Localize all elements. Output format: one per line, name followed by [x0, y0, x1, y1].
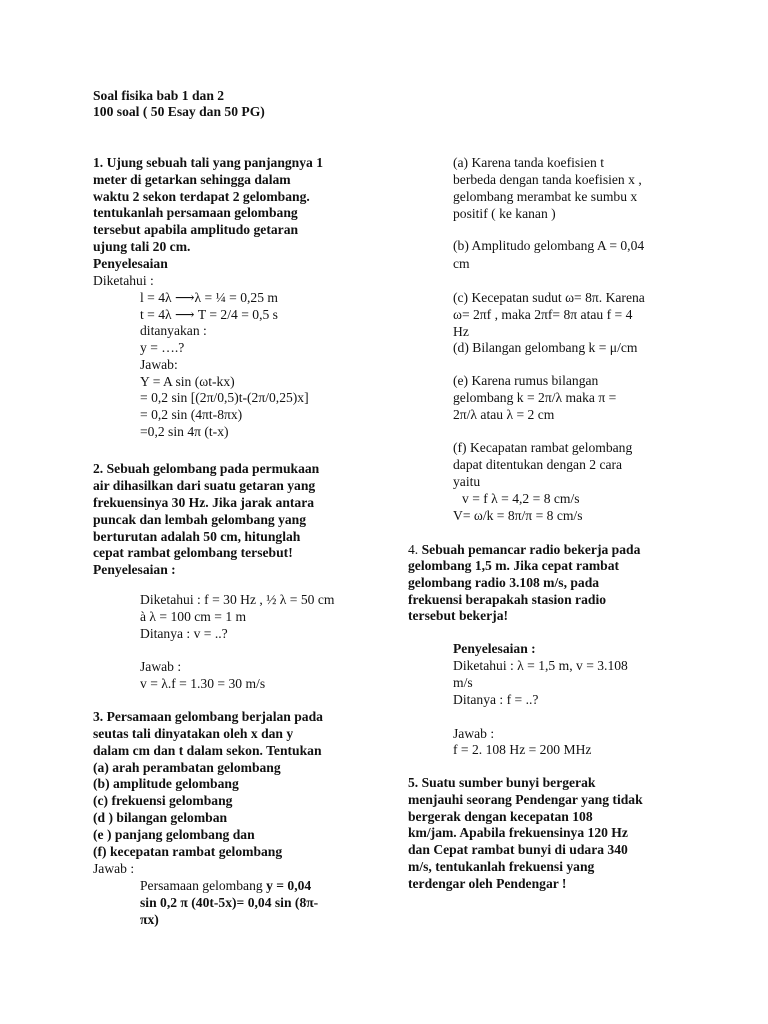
line-text: Diketahui : — [93, 273, 154, 288]
left-line-26 — [140, 609, 246, 626]
right-line-5 — [453, 238, 644, 255]
line-text: Ditanya : f = ..? — [453, 692, 539, 707]
line-text: (d ) bilangan gelomban — [93, 810, 228, 825]
left-line-11 — [140, 323, 207, 340]
line-text: (c) frekuensi gelombang — [93, 793, 233, 808]
left-line-24 — [93, 562, 176, 579]
line-text: Hz — [453, 324, 469, 339]
left-line-6 — [93, 239, 190, 256]
right-line-10 — [453, 340, 637, 357]
left-line-17 — [140, 424, 229, 441]
left-line-12 — [140, 340, 184, 357]
line-text: Jawab : — [140, 659, 182, 674]
line-text: tersebut bekerja! — [408, 608, 509, 623]
line-text: Diketahui : f = 30 Hz , ½ λ = 50 cm — [140, 592, 335, 607]
right-line-19 — [408, 542, 640, 559]
right-line-14 — [453, 440, 632, 457]
line-text: πx) — [140, 912, 159, 927]
left-line-32 — [93, 743, 322, 760]
right-line-15 — [453, 457, 622, 474]
line-text: 4. — [408, 542, 419, 557]
right-line-16 — [453, 474, 480, 491]
right-line-9 — [453, 324, 469, 341]
line-text: Penyelesaian — [93, 256, 168, 271]
right-line-8 — [453, 307, 632, 324]
line-text: Persamaan gelombang — [140, 878, 263, 893]
right-line-17 — [462, 491, 580, 508]
left-line-42 — [140, 912, 159, 929]
right-line-32 — [408, 809, 593, 826]
line-text: air dihasilkan dari suatu getaran yang — [93, 478, 316, 493]
left-line-15 — [140, 390, 309, 407]
line-text: Diketahui : λ = 1,5 m, v = 3.108 — [453, 658, 628, 673]
line-text: terdengar oleh Pendengar ! — [408, 876, 567, 891]
line-text: ditanyakan : — [140, 323, 207, 338]
line-bold-tail: Sebuah pemancar radio bekerja pada — [418, 542, 641, 557]
line-text: ujung tali 20 cm. — [93, 239, 191, 254]
right-line-12 — [453, 390, 616, 407]
line-text: gelombang k = 2π/λ maka π = — [453, 390, 617, 405]
line-text: (b) amplitude gelombang — [93, 776, 239, 791]
line-text: (c) Kecepatan sudut ω= 8π. Karena — [453, 290, 645, 305]
left-line-16 — [140, 407, 242, 424]
right-line-6 — [453, 256, 470, 273]
left-line-2 — [93, 172, 291, 189]
line-text: = 0,2 sin [(2π/0,5)t-(2π/0,25)x] — [140, 390, 309, 405]
line-text: frekuensinya 30 Hz. Jika jarak antara — [93, 495, 315, 510]
left-line-4 — [93, 205, 298, 222]
left-line-9 — [140, 290, 278, 307]
line-text: tersebut apabila amplitudo getaran — [93, 222, 299, 237]
left-line-40 — [140, 878, 311, 895]
line-text: frekuensi berapakah stasion radio — [408, 592, 607, 607]
line-text: positif ( ke kanan ) — [453, 206, 556, 221]
line-text: (d) Bilangan gelombang k = μ/cm — [453, 340, 638, 355]
line-text: 5. Suatu sumber bunyi bergerak — [408, 775, 596, 790]
line-text: (f) Kecapatan rambat gelombang — [453, 440, 633, 455]
line-text: l = 4λ ⟶λ = ¼ = 0,25 m — [140, 290, 278, 305]
line-text: (a) arah perambatan gelombang — [93, 760, 281, 775]
line-text: puncak dan lembah gelombang yang — [93, 512, 307, 527]
right-line-35 — [408, 859, 594, 876]
left-line-20 — [93, 495, 314, 512]
line-text: Penyelesaian : — [93, 562, 176, 577]
left-line-7 — [93, 256, 168, 273]
right-line-33 — [408, 825, 628, 842]
line-text: 2. Sebuah gelombang pada permukaan — [93, 461, 320, 476]
line-text: sin 0,2 π (40t-5x)= 0,04 sin (8π- — [140, 895, 319, 910]
line-text: cepat rambat gelombang tersebut! — [93, 545, 293, 560]
line-text: 1. Ujung sebuah tali yang panjangnya 1 — [93, 155, 324, 170]
left-line-39 — [93, 861, 134, 878]
line-text: v = f λ = 4,2 = 8 cm/s — [462, 491, 580, 506]
right-line-3 — [453, 189, 637, 206]
line-text: à λ = 100 cm = 1 m — [140, 609, 247, 624]
right-line-7 — [453, 290, 645, 307]
right-line-30 — [408, 775, 595, 792]
line-text: gelombang 1,5 m. Jika cepat rambat — [408, 558, 620, 573]
document-subtitle: 100 soal ( 50 Esay dan 50 PG) — [93, 104, 265, 119]
right-line-31 — [408, 792, 643, 809]
line-text: tentukanlah persamaan gelombang — [93, 205, 298, 220]
left-line-14 — [140, 374, 235, 391]
line-text: y = ….? — [140, 340, 185, 355]
line-text: yaitu — [453, 474, 481, 489]
line-text: km/jam. Apabila frekuensinya 120 Hz — [408, 825, 628, 840]
line-text: V= ω/k = 8π/π = 8 cm/s — [453, 508, 583, 523]
line-text: dapat ditentukan dengan 2 cara — [453, 457, 623, 472]
right-line-28 — [453, 726, 494, 743]
line-text: Jawab: — [140, 357, 178, 372]
left-line-19 — [93, 478, 315, 495]
left-line-33 — [93, 760, 281, 777]
line-text: meter di getarkan sehingga dalam — [93, 172, 291, 187]
left-line-18 — [93, 461, 319, 478]
line-text: (e ) panjang gelombang dan — [93, 827, 255, 842]
left-line-8 — [93, 273, 154, 290]
left-line-3 — [93, 189, 310, 206]
document-title: Soal fisika bab 1 dan 2 — [93, 88, 225, 103]
line-text: 2π/λ atau λ = 2 cm — [453, 407, 555, 422]
line-text: 3. Persamaan gelombang berjalan pada — [93, 709, 323, 724]
line-text: bergerak dengan kecepatan 108 — [408, 809, 593, 824]
left-line-22 — [93, 529, 300, 546]
left-line-34 — [93, 776, 239, 793]
line-text: =0,2 sin 4π (t-x) — [140, 424, 229, 439]
line-text: f = 2. 108 Hz = 200 MHz — [453, 742, 592, 757]
left-line-23 — [93, 545, 293, 562]
left-line-35 — [93, 793, 232, 810]
right-line-11 — [453, 373, 598, 390]
line-text: (e) Karena rumus bilangan — [453, 373, 599, 388]
right-line-18 — [453, 508, 583, 525]
left-line-41 — [140, 895, 318, 912]
line-text: menjauhi seorang Pendengar yang tidak — [408, 792, 643, 807]
line-text: Y = A sin (ωt-kx) — [140, 374, 235, 389]
left-line-13 — [140, 357, 178, 374]
line-text: t = 4λ ⟶ T = 2/4 = 0,5 s — [140, 307, 278, 322]
line-text: dalam cm dan t dalam sekon. Tentukan — [93, 743, 322, 758]
right-line-25 — [453, 658, 628, 675]
right-line-24 — [453, 641, 536, 658]
right-line-4 — [453, 206, 556, 223]
left-line-28 — [140, 659, 181, 676]
left-line-37 — [93, 827, 255, 844]
line-text: waktu 2 sekon terdapat 2 gelombang. — [93, 189, 310, 204]
right-line-22 — [408, 592, 606, 609]
line-text: m/s — [453, 675, 473, 690]
right-line-26 — [453, 675, 473, 692]
line-text: v = λ.f = 1.30 = 30 m/s — [140, 676, 266, 691]
line-text: (f) kecepatan rambat gelombang — [93, 844, 283, 859]
line-text: (a) Karena tanda koefisien t — [453, 155, 604, 170]
right-line-13 — [453, 407, 554, 424]
right-line-27 — [453, 692, 538, 709]
left-line-5 — [93, 222, 298, 239]
line-text: gelombang radio 3.108 m/s, pada — [408, 575, 600, 590]
line-text: ω= 2πf , maka 2πf= 8π atau f = 4 — [453, 307, 633, 322]
line-text: Ditanya : v = ..? — [140, 626, 228, 641]
line-text: gelombang merambat ke sumbu x — [453, 189, 638, 204]
right-line-1 — [453, 155, 604, 172]
line-text: Jawab : — [93, 861, 135, 876]
right-line-23 — [408, 608, 508, 625]
left-line-31 — [93, 726, 293, 743]
line-text: = 0,2 sin (4πt-8πx) — [140, 407, 243, 422]
right-line-20 — [408, 558, 619, 575]
line-text: m/s, tentukanlah frekuensi yang — [408, 859, 595, 874]
line-text: Jawab : — [453, 726, 495, 741]
left-line-36 — [93, 810, 227, 827]
line-text: cm — [453, 256, 470, 271]
left-line-27 — [140, 626, 228, 643]
line-text: (b) Amplitudo gelombang A = 0,04 — [453, 238, 645, 253]
left-line-29 — [140, 676, 265, 693]
left-line-25 — [140, 592, 334, 609]
left-line-30 — [93, 709, 323, 726]
line-text: berbeda dengan tanda koefisien x , — [453, 172, 642, 187]
line-bold-tail: y = 0,04 — [262, 878, 312, 893]
line-text: Penyelesaian : — [453, 641, 536, 656]
right-line-34 — [408, 842, 628, 859]
left-line-1 — [93, 155, 323, 172]
left-line-21 — [93, 512, 306, 529]
line-text: seutas tali dinyatakan oleh x dan y — [93, 726, 294, 741]
right-line-29 — [453, 742, 591, 759]
right-line-21 — [408, 575, 599, 592]
left-line-38 — [93, 844, 282, 861]
line-text: dan Cepat rambat bunyi di udara 340 — [408, 842, 628, 857]
right-line-36 — [408, 876, 566, 893]
line-text: berturutan adalah 50 cm, hitunglah — [93, 529, 301, 544]
left-line-10 — [140, 307, 278, 324]
right-line-2 — [453, 172, 642, 189]
